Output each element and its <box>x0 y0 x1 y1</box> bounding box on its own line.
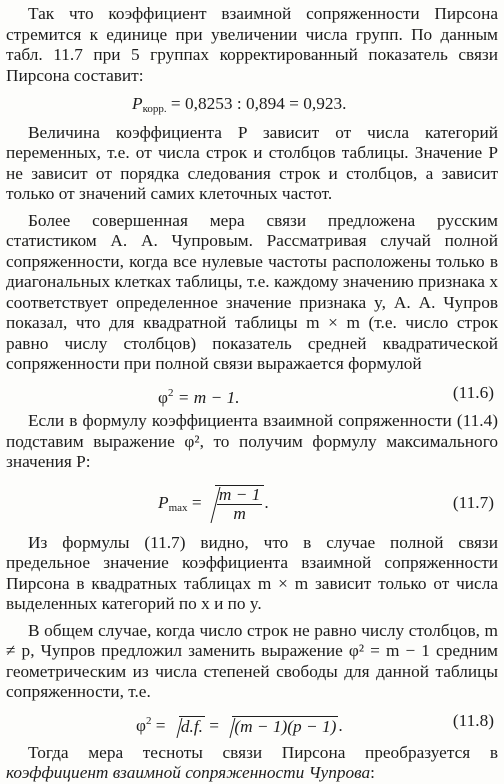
fraction <box>217 486 262 523</box>
fraction-denominator: m <box>233 503 246 523</box>
square-root <box>170 716 205 738</box>
formula-equals: = <box>151 715 170 735</box>
square-root <box>206 485 264 523</box>
term-chuprov-coefficient: коэффициент взаимной сопряженности Чупрова <box>6 763 371 782</box>
paragraph-4: Если в формулу коэффициента взаимной сопряженности (11.4) подставим выражение φ², то получим формулу максимального значения P: <box>6 411 498 471</box>
formula-symbol: φ <box>158 387 168 407</box>
paragraph-2: Величина коэффициента P зависит от числа категорий переменных, т.е. от числа строк и столбцов таблицы. Значение P не зависит от порядка следования строк и столбцов, а зависит только от значений самих клеточных частот. <box>6 122 498 203</box>
paragraph-7-text: Тогда мера тесноты связи Пирсона преобразуется в <box>28 742 498 762</box>
paragraph-1: Так что коэффициент взаимной сопряженности Пирсона стремится к единице при увеличении числа групп. По данным табл. 11.7 при 5 группах корректированный показатель связи Пирсона составит: <box>6 4 498 85</box>
formula-rhs: = m − 1. <box>173 387 240 407</box>
formula-symbol: P <box>158 492 169 512</box>
fraction-numerator: m − 1 <box>218 484 261 504</box>
formula-subscript: max <box>168 501 188 514</box>
formula-11-8 <box>6 711 498 735</box>
paragraph-7-end: : <box>370 763 375 782</box>
formula-subscript: корр. <box>142 103 167 115</box>
paragraph-5: Из формулы (11.7) видно, что в случае полной связи предельное значение коэффициента взаимной сопряженности Пирсона в квадратных таблицах m × m зависит только от числа выделенных категорий по x и по y. <box>6 532 498 613</box>
equation-number: (11.8) <box>452 710 494 730</box>
paragraph-7 <box>6 743 498 784</box>
formula-p-corrected <box>6 94 498 115</box>
formula-symbol: P <box>132 94 143 113</box>
formula-equals: = <box>204 715 224 735</box>
square-root <box>223 716 338 738</box>
radicand-df: d.f. <box>180 716 203 736</box>
formula-exponent: 2 <box>167 386 174 399</box>
radicand-product: (m − 1)(p − 1) <box>234 716 337 736</box>
equation-number: (11.6) <box>452 382 494 402</box>
formula-equals: = <box>187 492 206 512</box>
formula-rhs: = 0,8253 : 0,894 = 0,923. <box>166 94 347 113</box>
equation-number: (11.7) <box>452 492 494 512</box>
formula-end: . <box>264 492 269 512</box>
formula-11-6 <box>6 382 498 407</box>
formula-exponent: 2 <box>145 714 152 727</box>
formula-11-7 <box>6 481 498 525</box>
formula-end: . <box>338 715 343 735</box>
formula-symbol: φ <box>136 715 146 735</box>
paragraph-6: В общем случае, когда число строк не равно числу столбцов, m ≠ p, Чупров предложил заменить выражение φ² = m − 1 средним геометрическим из числа степеней свободы для данной таблицы сопряженности, т.е. <box>6 620 498 701</box>
paragraph-3: Более совершенная мера связи предложена русским статистиком А. А. Чупровым. Рассматривая случай полной сопряженности, когда все нулевые частоты расположены только в диагональных клетках таблицы, т.е. каждому значению признака x соответствует определенное значение признака y, А. А. Чупров показал, что для квадратной таблицы m × m (т.е. число строк равно числу столбцов) показатель средней квадратической сопряженности при полной связи выражается формулой <box>6 210 498 373</box>
